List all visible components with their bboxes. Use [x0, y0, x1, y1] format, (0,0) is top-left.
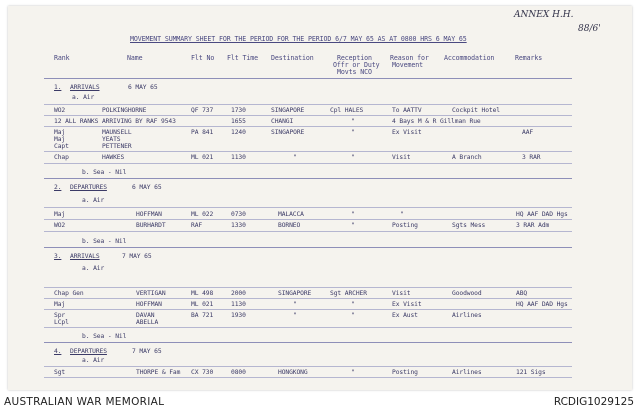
cell-flt-time: 1655: [231, 118, 246, 125]
cell-destination: SINGAPORE: [271, 107, 305, 114]
subsection-sea: b. Sea - Nil: [82, 333, 127, 340]
section-number: 2.: [54, 184, 62, 191]
row-rule: [44, 231, 572, 232]
subsection-sea: b. Sea - Nil: [82, 238, 127, 245]
cell-name: HOFFMAN: [136, 301, 162, 308]
cell-remarks: HQ AAF DAD Hgs: [516, 301, 568, 308]
cell-reason: Ex Visit: [392, 301, 422, 308]
cell-accommodation: A Branch: [452, 154, 482, 161]
section-title: ARRIVALS: [70, 253, 100, 260]
cell-remarks: ABQ: [516, 290, 528, 297]
row-rule: [44, 151, 572, 152]
cell-name: BURHARDT: [136, 222, 166, 229]
header-flt-no: Flt No: [191, 54, 215, 62]
cell-reason: Visit: [392, 290, 411, 297]
cell-reception: ": [351, 118, 355, 125]
cell-name: HOFFMAN: [136, 211, 162, 218]
header-reception-line2: Offr or Duty: [333, 61, 380, 69]
cell-reason: ": [400, 211, 404, 218]
cell-reception: ": [351, 154, 355, 161]
cell-name: VERTIGAN: [136, 290, 166, 297]
cell-remarks: 3 RAR Adm: [516, 222, 550, 229]
section-number: 1.: [54, 84, 62, 91]
subsection-air: a. Air: [82, 265, 105, 272]
section-date: 7 MAY 65: [122, 253, 152, 260]
section-title: DEPARTURES: [70, 184, 107, 191]
cell-destination: ": [293, 301, 297, 308]
cell-reason: Posting: [392, 369, 418, 376]
header-reason-line1: Reason for: [390, 54, 429, 62]
cell-remarks: AAF: [522, 129, 534, 136]
cell-accommodation: Goodwood: [452, 290, 482, 297]
cell-flt-no: ML 022: [191, 211, 214, 218]
row-rule: [44, 287, 572, 288]
section-rule: [44, 247, 572, 248]
cell-reception: Cpl HALES: [330, 107, 364, 114]
cell-remarks: 121 Sigs: [516, 369, 546, 376]
cell-rank: WO2: [54, 222, 66, 229]
cell-name-wide: 12 ALL RANKS ARRIVING BY RAF 9543: [54, 118, 176, 125]
cell-flt-no: ML 021: [191, 301, 214, 308]
cell-rank: Sgt: [54, 369, 66, 376]
cell-rank: Maj: [54, 211, 66, 218]
header-rule: [44, 78, 572, 79]
row-rule: [44, 126, 572, 127]
subsection-air: a. Air: [72, 94, 95, 101]
document-sheet: [8, 6, 632, 390]
cell-flt-time: 1240: [231, 129, 246, 136]
subsection-air: a. Air: [82, 357, 105, 364]
document-title: MOVEMENT SUMMARY SHEET FOR THE PERIOD FOR THE PERIOD 6/7 MAY 65 AS AT 0800 HRS 6 MAY 65: [130, 35, 467, 43]
cell-reception: ": [351, 369, 355, 376]
archive-footer: [0, 393, 640, 411]
cell-accommodation: Sgts Mess: [452, 222, 486, 229]
cell-reception: ": [351, 129, 355, 136]
row-rule: [44, 366, 572, 367]
cell-flt-no: BA 721: [191, 312, 214, 319]
subsection-air: a. Air: [82, 197, 105, 204]
annex-annotation: ANNEX H.H.: [514, 10, 574, 20]
cell-name: HAWKES: [102, 154, 125, 161]
row-rule: [44, 309, 572, 310]
cell-reason: Ex Aust: [392, 312, 418, 319]
cell-destination: ": [293, 312, 297, 319]
section-number: 3.: [54, 253, 62, 260]
cell-destination: CHANGI: [271, 118, 294, 125]
cell-destination: SINGAPORE: [271, 129, 305, 136]
cell-name: YEATS: [102, 136, 121, 143]
section-rule: [44, 342, 572, 343]
cell-destination: SINGAPORE: [278, 290, 312, 297]
subsection-sea: b. Sea - Nil: [82, 169, 127, 176]
cell-reception: Sgt ARCHER: [330, 290, 367, 297]
cell-flt-no: CX 730: [191, 369, 214, 376]
cell-flt-time: 1330: [231, 222, 246, 229]
cell-flt-no: ML 498: [191, 290, 214, 297]
header-name: Name: [127, 54, 143, 62]
section-date: 6 MAY 65: [128, 84, 158, 91]
row-rule: [44, 207, 572, 208]
cell-accommodation: Airlines: [452, 312, 482, 319]
cell-reason: Visit: [392, 154, 411, 161]
cell-rank: Maj: [54, 301, 66, 308]
cell-destination: HONGKONG: [278, 369, 308, 376]
cell-destination: ": [293, 154, 297, 161]
section-rule: [44, 178, 572, 179]
cell-name: DAVAN: [136, 312, 155, 319]
header-reception-line1: Reception: [337, 54, 372, 62]
cell-name: THORPE & Fam: [136, 369, 181, 376]
cell-rank: LCpl: [54, 319, 69, 326]
cell-accommodation: Airlines: [452, 369, 482, 376]
header-reason-line2: Movement: [392, 61, 423, 69]
cell-flt-time: 1730: [231, 107, 246, 114]
cell-flt-no: PA 841: [191, 129, 214, 136]
section-number: 4.: [54, 348, 62, 355]
cell-name: ABELLA: [136, 319, 159, 326]
cell-remarks: 3 RAR: [522, 154, 541, 161]
cell-rank: Chap: [54, 154, 69, 161]
row-rule: [44, 219, 572, 220]
handwritten-reference: 88/6': [578, 24, 601, 34]
cell-name: MAUNSELL: [102, 129, 132, 136]
cell-rank: WO2: [54, 107, 66, 114]
header-rank: Rank: [54, 54, 70, 62]
header-accommodation: Accommodation: [444, 54, 495, 62]
cell-reception: ": [351, 301, 355, 308]
cell-flt-time: 1930: [231, 312, 246, 319]
cell-accommodation: Cockpit Hotel: [452, 107, 500, 114]
cell-flt-no: ML 021: [191, 154, 214, 161]
cell-reason: Posting: [392, 222, 418, 229]
row-rule: [44, 298, 572, 299]
cell-destination: MALACCA: [278, 211, 304, 218]
cell-flt-time: 0730: [231, 211, 246, 218]
cell-name: PETTENER: [102, 143, 132, 150]
header-flt-time: Flt Time: [227, 54, 258, 62]
cell-flt-time: 2000: [231, 290, 246, 297]
cell-reception: ": [351, 312, 355, 319]
cell-name: POLKINGHORNE: [102, 107, 147, 114]
cell-reason: To AATTV: [392, 107, 422, 114]
cell-reason: Ex Visit: [392, 129, 422, 136]
archive-id: RCDIG1029125: [553, 396, 634, 408]
row-rule: [44, 377, 572, 378]
section-title: DEPARTURES: [70, 348, 107, 355]
row-rule: [44, 327, 572, 328]
cell-reason: 4 Bays M & R Gillman Rue: [392, 118, 481, 125]
cell-flt-time: 0800: [231, 369, 246, 376]
row-rule: [44, 115, 572, 116]
cell-rank: Capt: [54, 143, 69, 150]
row-rule: [44, 104, 572, 105]
cell-rank: Spr: [54, 312, 66, 319]
cell-reception: ": [351, 222, 355, 229]
cell-rank: Chap Gen: [54, 290, 84, 297]
section-title: ARRIVALS: [70, 84, 100, 91]
row-rule: [44, 163, 572, 164]
cell-destination: BORNEO: [278, 222, 301, 229]
header-destination: Destination: [271, 54, 314, 62]
header-reception-line3: Movts NCO: [337, 68, 372, 76]
cell-flt-time: 1130: [231, 154, 246, 161]
section-date: 6 MAY 65: [132, 184, 162, 191]
cell-reception: ": [351, 211, 355, 218]
archive-name: AUSTRALIAN WAR MEMORIAL: [4, 396, 165, 408]
cell-rank: Maj: [54, 129, 66, 136]
cell-remarks: HQ AAF DAD Hgs: [516, 211, 568, 218]
section-date: 7 MAY 65: [132, 348, 162, 355]
header-remarks: Remarks: [515, 54, 543, 62]
cell-rank: Maj: [54, 136, 66, 143]
cell-flt-no: RAF: [191, 222, 203, 229]
cell-flt-time: 1130: [231, 301, 246, 308]
cell-flt-no: QF 737: [191, 107, 214, 114]
